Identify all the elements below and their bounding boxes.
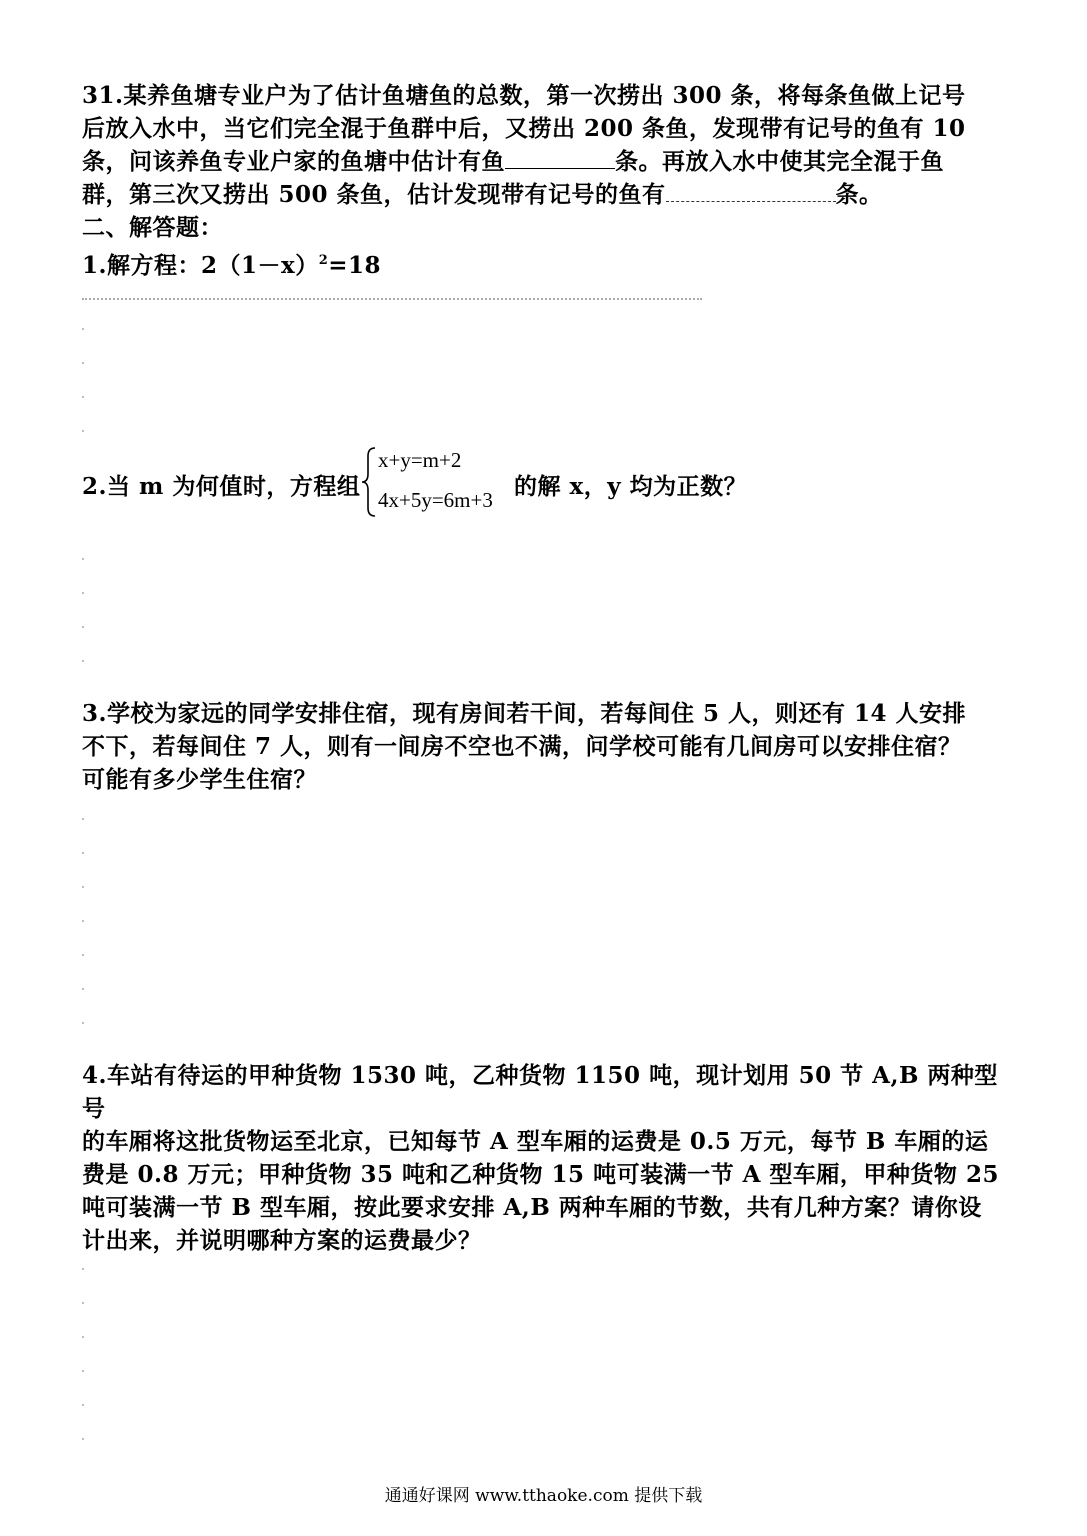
margin-dot bbox=[82, 920, 84, 922]
problem-3-line-2: 不下，若每间住 7 人，则有一间房不空也不满，问学校可能有几间房可以安排住宿？ bbox=[82, 733, 962, 760]
q31-line-3 bbox=[82, 145, 1012, 178]
margin-dot bbox=[82, 1404, 84, 1406]
problem-1 bbox=[82, 244, 1012, 282]
margin-dot bbox=[82, 988, 84, 990]
problem-4 bbox=[82, 1059, 1012, 1257]
q31-line-4-end: 条。 bbox=[835, 181, 883, 208]
margin-dot bbox=[82, 1302, 84, 1304]
margin-dot bbox=[82, 1370, 84, 1372]
problem-1-exponent: 2 bbox=[318, 253, 329, 268]
margin-dot bbox=[82, 626, 84, 628]
margin-dot bbox=[82, 818, 84, 820]
q31-line-3-start: 条，问该养鱼专业户家的鱼塘中估计有鱼 bbox=[82, 148, 505, 175]
marked-fish-blank[interactable] bbox=[666, 179, 836, 202]
margin-dot bbox=[82, 852, 84, 854]
margin-dot bbox=[82, 1268, 84, 1270]
margin-dot bbox=[82, 558, 84, 560]
margin-dot bbox=[82, 396, 84, 398]
problem-2 bbox=[82, 446, 882, 526]
section-2-title: 二、解答题： bbox=[82, 214, 223, 241]
problem-3-line-1: 3.学校为家远的同学安排住宿，现有房间若干间，若每间住 5 人，则还有 14 人安排 bbox=[82, 700, 967, 727]
problem-3 bbox=[82, 697, 1012, 796]
page-footer: 通通好课网 www.tthaoke.com 提供下载 bbox=[384, 1486, 703, 1506]
margin-dot bbox=[82, 886, 84, 888]
q31-line-4 bbox=[82, 178, 1012, 211]
margin-dot bbox=[82, 954, 84, 956]
problem-1-prefix: 1.解方程：2（1－x） bbox=[82, 252, 319, 279]
margin-dot bbox=[82, 1336, 84, 1338]
problem-4-line-3: 费是 0.8 万元；甲种货物 35 吨和乙种货物 15 吨可装满一节 A 型车厢，甲种货物 25 bbox=[82, 1161, 999, 1188]
q31-line-1: 31.某养鱼塘专业户为了估计鱼塘鱼的总数，第一次捞出 300 条，将每条鱼做上记号 bbox=[82, 82, 966, 109]
problem-2-prefix: 2.当 m 为何值时，方程组 bbox=[82, 473, 361, 500]
question-31 bbox=[82, 79, 1012, 282]
problem-3-line-3: 可能有多少学生住宿？ bbox=[82, 766, 317, 793]
problem-4-line-4: 吨可装满一节 B 型车厢，按此要求安排 A,B 两种车厢的节数，共有几种方案？请你设 bbox=[82, 1194, 982, 1221]
margin-dot bbox=[82, 1022, 84, 1024]
margin-dot bbox=[82, 660, 84, 662]
problem-1-suffix: =18 bbox=[328, 252, 382, 279]
margin-dot bbox=[82, 328, 84, 330]
equation-2: 4x+5y=6m+3 bbox=[378, 488, 493, 512]
q31-line-3-end: 条。再放入水中使其完全混于鱼 bbox=[615, 148, 944, 175]
margin-dot bbox=[82, 1438, 84, 1440]
problem-4-line-1: 4.车站有待运的甲种货物 1530 吨，乙种货物 1150 吨，现计划用 50 节 A,B 两种型号 bbox=[82, 1062, 998, 1122]
problem-4-line-5: 计出来，并说明哪种方案的运费最少？ bbox=[82, 1227, 482, 1254]
fish-total-blank[interactable] bbox=[505, 146, 615, 169]
problem-2-suffix: 的解 x，y 均为正数？ bbox=[514, 473, 748, 500]
margin-dot bbox=[82, 592, 84, 594]
equation-1: x+y=m+2 bbox=[378, 448, 462, 472]
q31-line-4-start: 群，第三次又捞出 500 条鱼，估计发现带有记号的鱼有 bbox=[82, 181, 666, 208]
problem-4-line-2: 的车厢将这批货物运至北京，已知每节 A 型车厢的运费是 0.5 万元，每节 B 车厢的运 bbox=[82, 1128, 989, 1155]
margin-dot bbox=[82, 430, 84, 432]
left-brace-icon bbox=[360, 446, 378, 518]
answer-dotted-line bbox=[82, 296, 702, 300]
margin-dot bbox=[82, 362, 84, 364]
q31-line-2: 后放入水中，当它们完全混于鱼群中后，又捞出 200 条鱼，发现带有记号的鱼有 10 bbox=[82, 115, 966, 142]
